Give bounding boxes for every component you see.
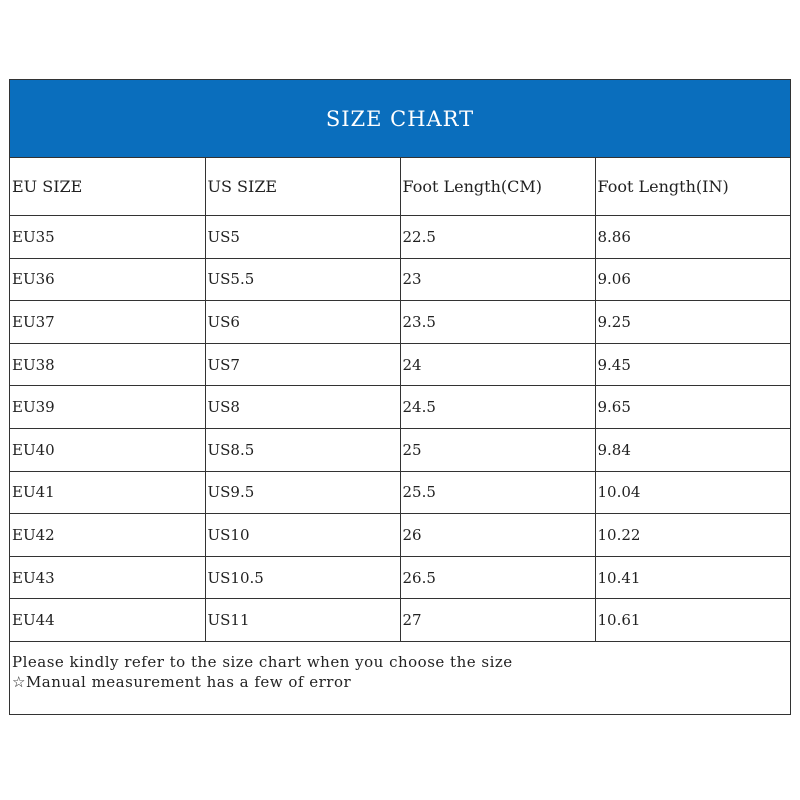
cell-foot-length-in: 10.41 <box>595 556 790 599</box>
cell-foot-length-cm: 25 <box>400 428 595 471</box>
footer-notes <box>10 642 790 714</box>
cell-foot-length-in: 9.45 <box>595 343 790 386</box>
cell-foot-length-in: 9.84 <box>595 428 790 471</box>
header-foot-length-cm: Foot Length(CM) <box>400 158 595 216</box>
cell-us-size: US11 <box>205 599 400 642</box>
cell-foot-length-in: 10.04 <box>595 471 790 514</box>
cell-foot-length-in: 9.65 <box>595 386 790 429</box>
cell-eu-size: EU36 <box>10 258 205 301</box>
cell-foot-length-cm: 24.5 <box>400 386 595 429</box>
table-row <box>10 343 790 386</box>
chart-title: SIZE CHART <box>325 106 475 131</box>
chart-title-banner <box>10 80 790 158</box>
cell-foot-length-in: 8.86 <box>595 216 790 259</box>
cell-foot-length-cm: 23 <box>400 258 595 301</box>
cell-foot-length-in: 10.61 <box>595 599 790 642</box>
table-row <box>10 428 790 471</box>
cell-foot-length-in: 10.22 <box>595 514 790 557</box>
cell-eu-size: EU35 <box>10 216 205 259</box>
table-header-row <box>10 158 790 216</box>
cell-us-size: US9.5 <box>205 471 400 514</box>
cell-foot-length-cm: 22.5 <box>400 216 595 259</box>
cell-us-size: US5 <box>205 216 400 259</box>
cell-foot-length-cm: 26.5 <box>400 556 595 599</box>
cell-us-size: US5.5 <box>205 258 400 301</box>
size-table <box>10 158 790 642</box>
table-row <box>10 301 790 344</box>
cell-foot-length-in: 9.25 <box>595 301 790 344</box>
cell-eu-size: EU42 <box>10 514 205 557</box>
cell-us-size: US7 <box>205 343 400 386</box>
cell-foot-length-cm: 25.5 <box>400 471 595 514</box>
cell-us-size: US8 <box>205 386 400 429</box>
table-row <box>10 216 790 259</box>
cell-us-size: US6 <box>205 301 400 344</box>
cell-eu-size: EU44 <box>10 599 205 642</box>
cell-eu-size: EU39 <box>10 386 205 429</box>
cell-eu-size: EU37 <box>10 301 205 344</box>
cell-us-size: US10.5 <box>205 556 400 599</box>
note-measurement: ☆Manual measurement has a few of error <box>12 672 352 691</box>
cell-eu-size: EU41 <box>10 471 205 514</box>
cell-foot-length-cm: 26 <box>400 514 595 557</box>
header-foot-length-in: Foot Length(IN) <box>595 158 790 216</box>
cell-foot-length-cm: 27 <box>400 599 595 642</box>
note-refer: Please kindly refer to the size chart when you choose the size <box>12 652 513 671</box>
cell-foot-length-cm: 24 <box>400 343 595 386</box>
table-row <box>10 471 790 514</box>
cell-us-size: US10 <box>205 514 400 557</box>
cell-eu-size: EU40 <box>10 428 205 471</box>
table-row <box>10 599 790 642</box>
table-row <box>10 386 790 429</box>
cell-us-size: US8.5 <box>205 428 400 471</box>
header-eu-size: EU SIZE <box>10 158 205 216</box>
size-chart <box>9 79 791 715</box>
table-row <box>10 514 790 557</box>
cell-eu-size: EU43 <box>10 556 205 599</box>
table-row <box>10 258 790 301</box>
table-row <box>10 556 790 599</box>
cell-eu-size: EU38 <box>10 343 205 386</box>
cell-foot-length-in: 9.06 <box>595 258 790 301</box>
cell-foot-length-cm: 23.5 <box>400 301 595 344</box>
header-us-size: US SIZE <box>205 158 400 216</box>
